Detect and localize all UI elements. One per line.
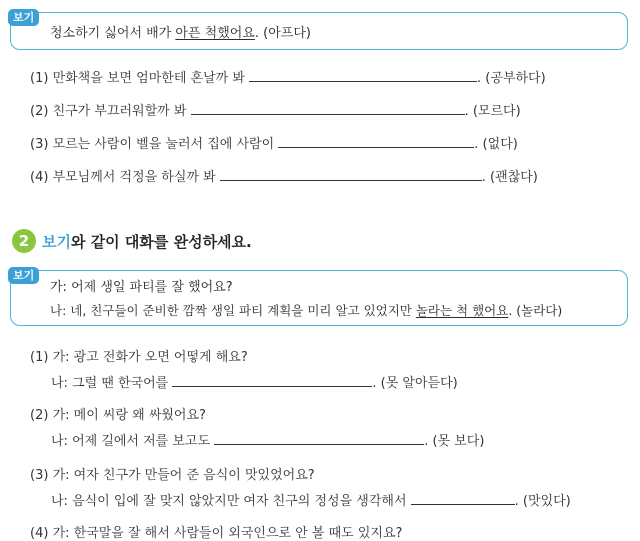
exercise-2-item-2-ga: (2) 가: 메이 씨랑 왜 싸웠어요? [30, 408, 206, 423]
exercise-2-item-1-na: 나: 그럴 땐 한국어를 . (못 알아듣다) [51, 376, 458, 391]
answer-blank[interactable] [191, 103, 465, 115]
example-answer-2: 놀라는 척 했어요 [415, 303, 509, 318]
answer-blank[interactable] [411, 493, 515, 505]
section-number-badge: 2 [12, 229, 36, 253]
exercise-1-item-1: (1) 만화책을 보면 엄마한테 혼날까 봐 . (공부하다) [30, 71, 546, 86]
exercise-2-item-1-ga: (1) 가: 광고 전화가 오면 어떻게 해요? [30, 350, 248, 365]
exercise-1-item-4: (4) 부모님께서 걱정을 하실까 봐 . (괜찮다) [30, 170, 538, 185]
exercise-1-item-2: (2) 친구가 부끄러워할까 봐 . (모르다) [30, 104, 521, 119]
answer-blank[interactable] [220, 169, 482, 181]
exercise-2-item-3-na: 나: 음식이 입에 잘 맞지 않았지만 여자 친구의 정성을 생각해서 . (맛있다) [51, 494, 571, 509]
example-tag-1: 보기 [8, 9, 39, 26]
section-2-title: 보기와 같이 대화를 완성하세요. [42, 233, 252, 251]
example-2-line-2: 나: 네, 친구들이 준비한 깜짝 생일 파티 계획을 미리 알고 있었지만 놀라는 척 했어요. (놀라다) [50, 303, 563, 318]
answer-blank[interactable] [249, 70, 477, 82]
exercise-2-item-4-ga: (4) 가: 한국말을 잘 해서 사람들이 외국인으로 안 볼 때도 있지요? [30, 526, 403, 541]
exercise-1-item-3: (3) 모르는 사람이 벨을 눌러서 집에 사람이 . (없다) [30, 137, 518, 152]
example-answer-1: 아픈 척했어요 [175, 26, 255, 41]
example-tag-2: 보기 [8, 267, 39, 284]
exercise-2-item-2-na: 나: 어제 길에서 저를 보고도 . (못 보다) [51, 434, 485, 449]
exercise-2-item-3-ga: (3) 가: 여자 친구가 만들어 준 음식이 맛있었어요? [30, 468, 315, 483]
answer-blank[interactable] [172, 375, 372, 387]
example-2-line-1: 가: 어제 생일 파티를 잘 했어요? [50, 280, 233, 295]
example-sentence-1: 청소하기 싫어서 배가 아픈 척했어요. (아프다) [50, 26, 311, 41]
answer-blank[interactable] [214, 433, 424, 445]
answer-blank[interactable] [278, 136, 474, 148]
